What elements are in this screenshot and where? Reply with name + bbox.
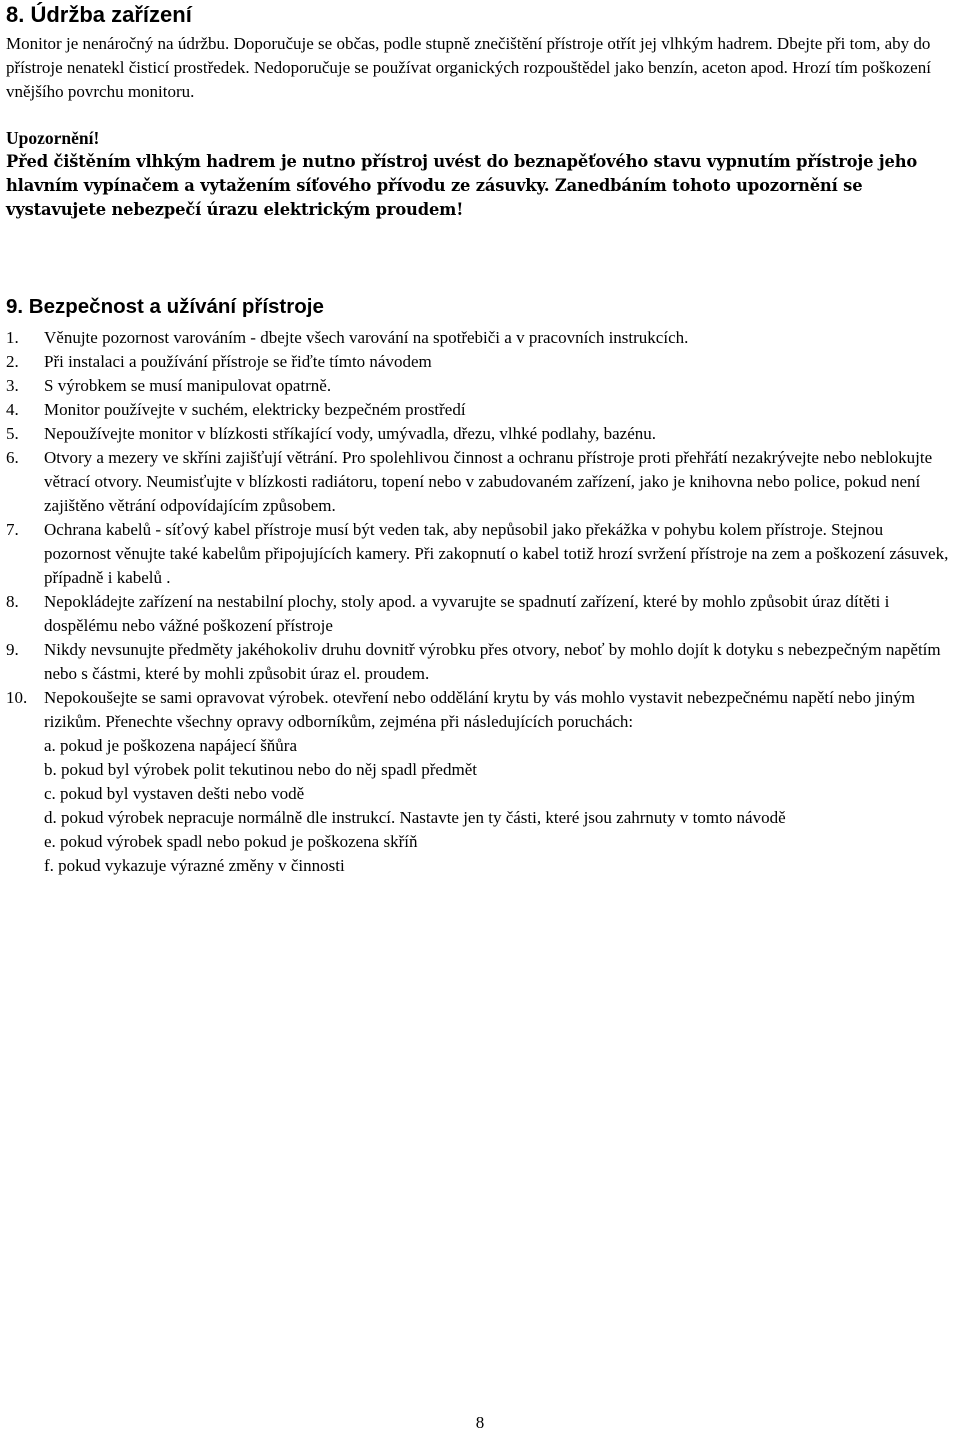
item-text: Věnujte pozornost varováním - dbejte všech varování na spotřebiči a v pracovních instrukcích. — [44, 328, 689, 347]
item-number: 3. — [6, 376, 19, 395]
list-item — [6, 446, 954, 518]
sub-item: d. pokud výrobek nepracuje normálně dle instrukcí. Nastavte jen ty části, které jsou zahrnuty v tomto návodě — [44, 808, 786, 827]
section-9-heading: 9. Bezpečnost a užívání přístroje — [6, 295, 324, 318]
page-number: 8 — [475, 1413, 485, 1432]
item-text: Monitor používejte v suchém, elektricky bezpečném prostředí — [44, 400, 466, 419]
list-item — [6, 518, 954, 590]
list-item — [6, 374, 954, 398]
list-item — [6, 422, 954, 446]
list-item — [6, 326, 954, 350]
item-number: 7. — [6, 520, 19, 539]
item-number: 8. — [6, 592, 19, 611]
maintenance-paragraph: Monitor je nenáročný na údržbu. Doporučuje se občas, podle stupně znečištění přístroje otřít jej vlhkým hadrem. Dbejte při tom, aby do přístroje nenatekl čisticí prostředek. Nedoporučuje se používat organických rozpouštědel jako benzín, aceton apod. Hrozí tím poškození vnějšího povrchu monitoru. — [6, 34, 931, 101]
list-item — [6, 638, 954, 686]
section-8-heading: 8. Údržba zařízení — [6, 2, 192, 27]
item-number: 1. — [6, 328, 19, 347]
item-text: S výrobkem se musí manipulovat opatrně. — [44, 376, 332, 395]
item-number: 5. — [6, 424, 19, 443]
item-text: Nepoužívejte monitor v blízkosti stříkající vody, umývadla, dřezu, vlhké podlahy, bazénu. — [44, 424, 656, 443]
safety-list — [6, 326, 954, 878]
item-text: Nikdy nevsunujte předměty jakéhokoliv druhu dovnitř výrobku přes otvory, neboť by mohlo dojít k dotyku s nebezpečným napětím nebo s částmi, které by mohli způsobit úraz el. proudem. — [44, 640, 941, 683]
list-item — [6, 590, 954, 638]
warning-title: Upozornění! — [6, 128, 100, 148]
list-item — [6, 350, 954, 374]
item-text: Ochrana kabelů - síťový kabel přístroje musí být veden tak, aby nepůsobil jako překážka v pohybu kolem přístroje. Stejnou pozornost věnujte také kabelům připojujících kamery. Při zakopnutí o kabel totiž hrozí svržení přístroje na zem a poškození zásuvek, případně i kabelů . — [44, 520, 949, 587]
sub-item: e. pokud výrobek spadl nebo pokud je poškozena skříň — [44, 832, 418, 851]
sub-item: b. pokud byl výrobek polit tekutinou nebo do něj spadl předmět — [44, 760, 477, 779]
item-number: 10. — [6, 688, 28, 707]
sub-item: c. pokud byl vystaven dešti nebo vodě — [44, 784, 305, 803]
warning-text: Před čištěním vlhkým hadrem je nutno přístroj uvést do beznapěťového stavu vypnutím přístroje jeho hlavním vypínačem a vytažením síťového přívodu ze zásuvky. Zanedbáním tohoto upozornění se vystavujete nebezpečí úrazu elektrickým proudem! — [6, 152, 918, 219]
item-number: 9. — [6, 640, 19, 659]
item-number: 2. — [6, 352, 19, 371]
item-text: Při instalaci a používání přístroje se řiďte tímto návodem — [44, 352, 432, 371]
sub-item: a. pokud je poškozena napájecí šňůra — [44, 736, 298, 755]
list-item — [6, 398, 954, 422]
item-number: 4. — [6, 400, 19, 419]
item-number: 6. — [6, 448, 19, 467]
item-text: Nepokoušejte se sami opravovat výrobek. otevření nebo oddělání krytu by vás mohlo vystavit nebezpečnému napětí nebo jiným rizikům. Přenechte všechny opravy odborníkům, zejména při následujících poruchách: — [44, 688, 916, 731]
sub-item: f. pokud vykazuje výrazné změny v činnosti — [44, 856, 345, 875]
item-text: Otvory a mezery ve skříni zajišťují větrání. Pro spolehlivou činnost a ochranu přístroje proti přehřátí nezakrývejte nebo neblokujte větrací otvory. Neumisťujte v blízkosti radiátoru, topení nebo v zabudovaném zařízení, jako je knihovna nebo police, pokud není zajištěno větrání odpovídajícím způsobem. — [44, 448, 933, 515]
item-text: Nepokládejte zařízení na nestabilní plochy, stoly apod. a vyvarujte se spadnutí zařízení, které by mohlo způsobit úraz dítěti i dospělému nebo vážné poškození přístroje — [44, 592, 890, 635]
list-item — [6, 686, 954, 878]
